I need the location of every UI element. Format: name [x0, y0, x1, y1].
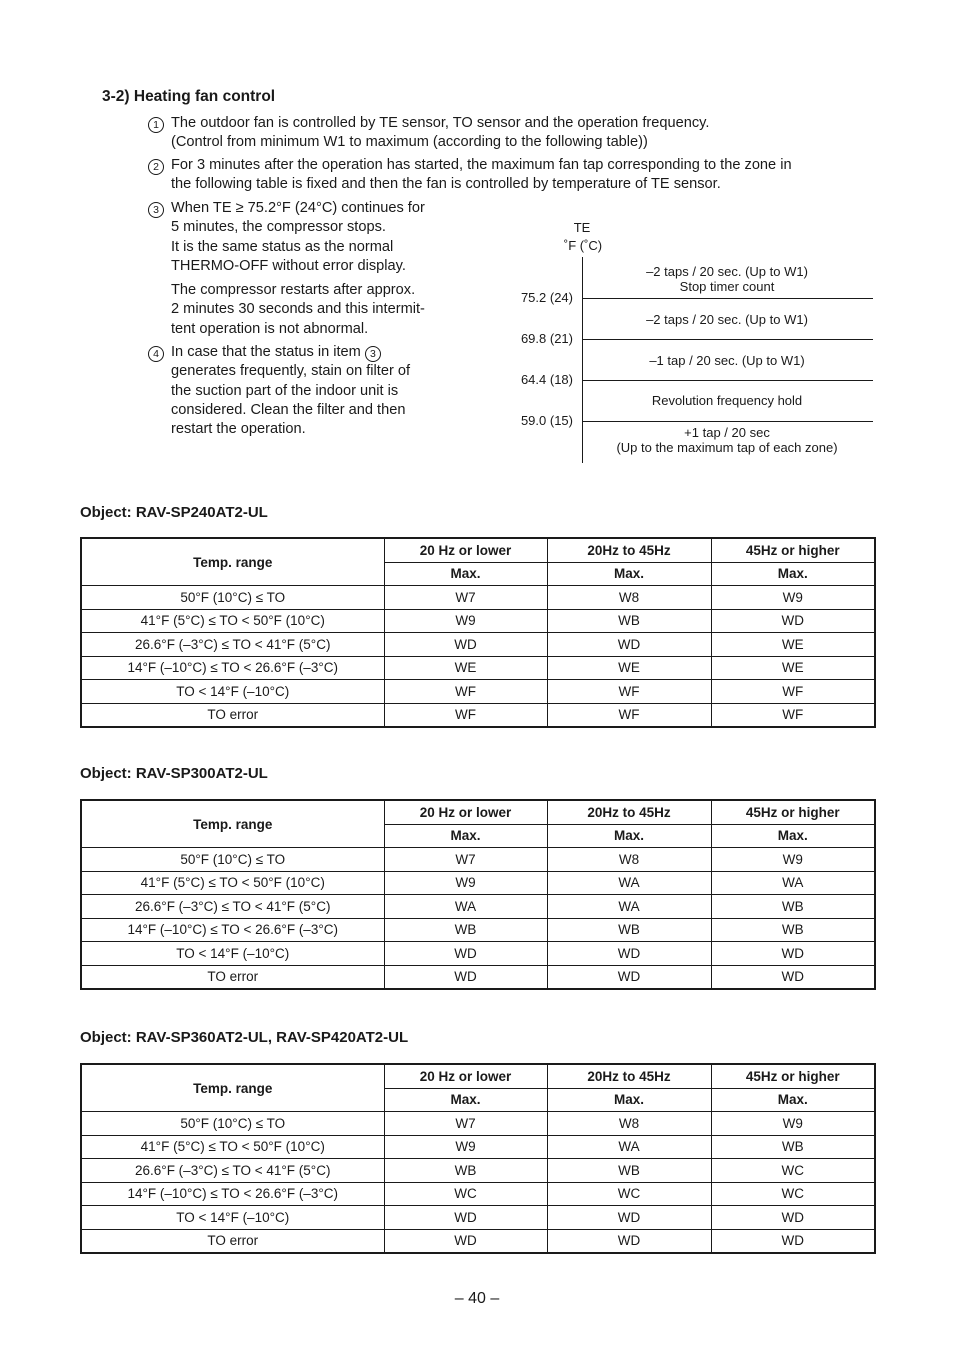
item-number: 4: [148, 343, 164, 362]
column-subheader: Max.: [711, 824, 875, 848]
table-title: Object: RAV-SP300AT2-UL: [80, 765, 268, 782]
column-header: 45Hz or higher: [711, 1064, 875, 1088]
diagram-unit-label: ˚F (˚C): [563, 238, 603, 253]
table-row: TO error WD WD WD: [81, 1229, 875, 1253]
fan-tap-table-sp300: [80, 799, 876, 990]
threshold-line: [582, 339, 873, 340]
table-row: 50°F (10°C) ≤ TO W7 W8 W9: [81, 1112, 875, 1136]
threshold-value: 59.0 (15): [520, 413, 573, 428]
page-number: – 40 –: [454, 1290, 500, 1307]
column-subheader: Max.: [547, 562, 711, 586]
section-title: 3-2) Heating fan control: [102, 88, 276, 105]
column-subheader: Max.: [547, 1088, 711, 1112]
column-header: Temp. range: [81, 800, 384, 848]
zone-label: –2 taps / 20 sec. (Up to W1): [646, 312, 808, 327]
item-text: When TE ≥ 75.2°F (24°C) continues for 5 minutes, the compressor stops. It is the same status as the normal THERMO-OFF without error display.: [171, 200, 425, 274]
table-row: 41°F (5°C) ≤ TO < 50°F (10°C) W9 WA WA: [81, 871, 875, 895]
table-row: 50°F (10°C) ≤ TO W7 W8 W9: [81, 848, 875, 872]
table-row: 14°F (–10°C) ≤ TO < 26.6°F (–3°C) WB WB WB: [81, 918, 875, 942]
item-3-note: The compressor restarts after approx. 2 minutes 30 seconds and this intermit- tent operation is not abnormal.: [171, 282, 425, 337]
table-row: 26.6°F (–3°C) ≤ TO < 41°F (5°C) WB WB WC: [81, 1159, 875, 1183]
item-text: In case that the status in item 3 generates frequently, stain on filter of the suction part of the indoor unit is considered. Clean the filter and then restart the operation.: [171, 344, 411, 438]
table-title: Object: RAV-SP360AT2-UL, RAV-SP420AT2-UL: [80, 1029, 409, 1046]
diagram-axis-label: TE: [573, 220, 591, 235]
column-header: 45Hz or higher: [711, 538, 875, 562]
item-text: The outdoor fan is controlled by TE sensor, TO sensor and the operation frequency. (Control from minimum W1 to maximum (according to the following table)): [171, 115, 710, 151]
column-header: 20Hz to 45Hz: [547, 1064, 711, 1088]
item-text: For 3 minutes after the operation has started, the maximum fan tap corresponding to the zone in the following table is fixed and then the fan is controlled by temperature of TE sensor.: [171, 157, 792, 193]
table-row: 41°F (5°C) ≤ TO < 50°F (10°C) W9 WA WB: [81, 1135, 875, 1159]
table-row: TO error WD WD WD: [81, 965, 875, 989]
table-title: Object: RAV-SP240AT2-UL: [80, 504, 268, 521]
fan-tap-table-sp240: [80, 537, 876, 728]
column-subheader: Max.: [384, 562, 547, 586]
table-row: TO < 14°F (–10°C) WD WD WD: [81, 942, 875, 966]
item-reference: 3: [365, 346, 381, 362]
zone-label: Revolution frequency hold: [651, 393, 803, 408]
diagram-axis: [582, 257, 583, 463]
table-row: 41°F (5°C) ≤ TO < 50°F (10°C) W9 WB WD: [81, 609, 875, 633]
table-row: TO error WF WF WF: [81, 703, 875, 727]
table-row: 26.6°F (–3°C) ≤ TO < 41°F (5°C) WD WD WE: [81, 633, 875, 657]
column-header: 20Hz to 45Hz: [547, 538, 711, 562]
column-header: 20Hz to 45Hz: [547, 800, 711, 824]
table-row: 26.6°F (–3°C) ≤ TO < 41°F (5°C) WA WA WB: [81, 895, 875, 919]
threshold-value: 69.8 (21): [520, 331, 573, 346]
column-subheader: Max.: [711, 1088, 875, 1112]
column-subheader: Max.: [711, 562, 875, 586]
column-header: 20 Hz or lower: [384, 538, 547, 562]
threshold-value: 64.4 (18): [520, 372, 573, 387]
threshold-line: [582, 421, 873, 422]
column-subheader: Max.: [547, 824, 711, 848]
table-row: TO < 14°F (–10°C) WD WD WD: [81, 1206, 875, 1230]
column-header: Temp. range: [81, 538, 384, 586]
table-row: TO < 14°F (–10°C) WF WF WF: [81, 680, 875, 704]
zone-label: +1 tap / 20 sec (Up to the maximum tap of each zone): [616, 425, 838, 455]
column-header: Temp. range: [81, 1064, 384, 1112]
column-subheader: Max.: [384, 824, 547, 848]
threshold-line: [582, 380, 873, 381]
table-row: 14°F (–10°C) ≤ TO < 26.6°F (–3°C) WE WE WE: [81, 656, 875, 680]
column-header: 20 Hz or lower: [384, 800, 547, 824]
threshold-value: 75.2 (24): [520, 290, 573, 305]
item-number: 3: [148, 199, 164, 218]
zone-label: –1 tap / 20 sec. (Up to W1): [649, 353, 805, 368]
column-header: 20 Hz or lower: [384, 1064, 547, 1088]
column-subheader: Max.: [384, 1088, 547, 1112]
table-row: 14°F (–10°C) ≤ TO < 26.6°F (–3°C) WC WC WC: [81, 1182, 875, 1206]
table-row: 50°F (10°C) ≤ TO W7 W8 W9: [81, 586, 875, 610]
column-header: 45Hz or higher: [711, 800, 875, 824]
item-number: 1: [148, 114, 164, 133]
threshold-line: [582, 298, 873, 299]
fan-tap-table-sp360-sp420: [80, 1063, 876, 1254]
item-number: 2: [148, 156, 164, 175]
zone-label: –2 taps / 20 sec. (Up to W1) Stop timer count: [646, 264, 808, 294]
